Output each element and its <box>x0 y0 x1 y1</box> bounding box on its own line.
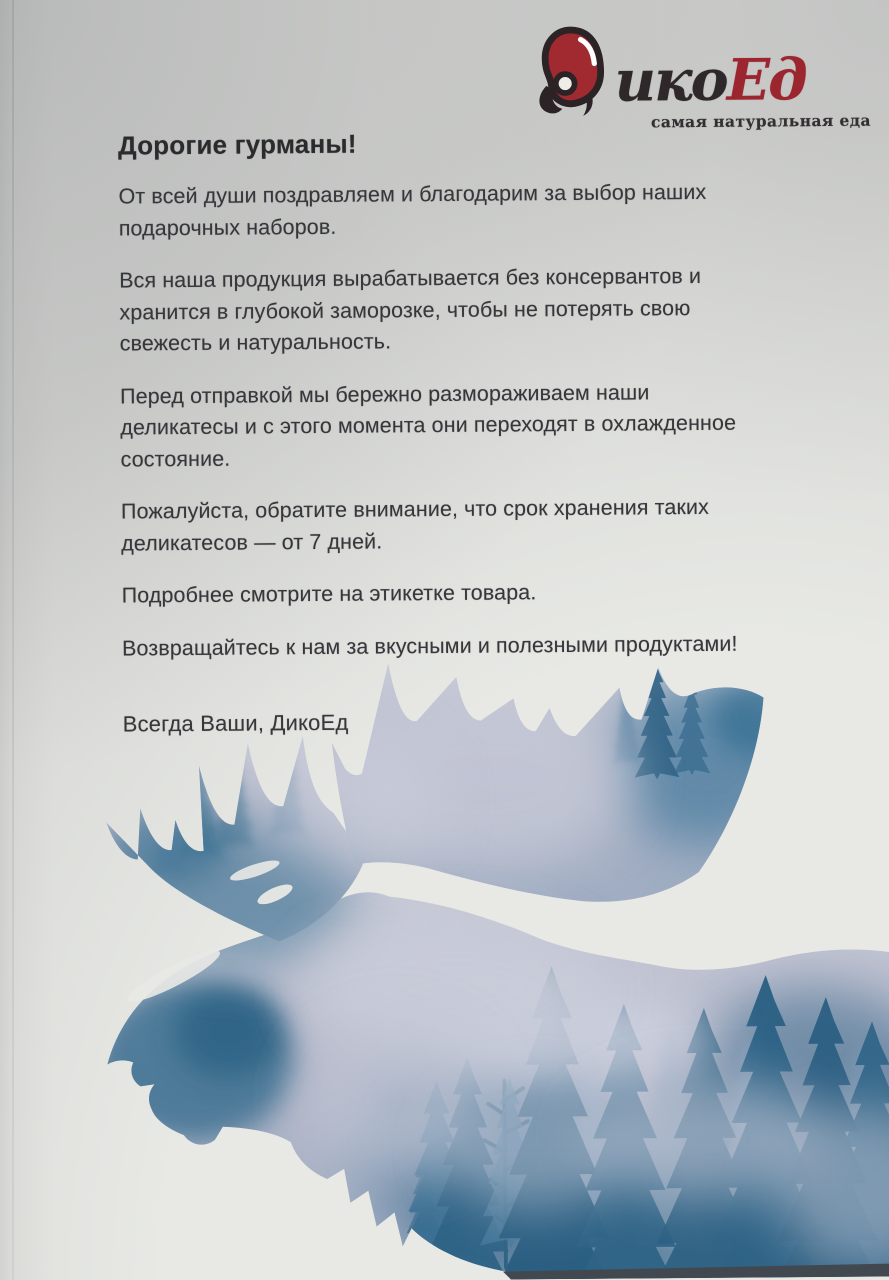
logo-tagline: самая натуральная еда <box>650 110 872 132</box>
paragraph-line: Пожалуйста, обратите внимание, что срок хранения таких <box>120 494 709 524</box>
paragraph-line: свежесть и натуральность. <box>119 329 392 356</box>
brand-accent: Ед <box>726 46 807 114</box>
paragraph <box>119 260 788 360</box>
logo-row <box>532 23 881 118</box>
paper-edge-crease <box>12 0 14 1280</box>
paragraph <box>120 376 789 476</box>
steak-letter-d-icon <box>532 25 619 118</box>
letter-body <box>118 125 791 737</box>
paragraph-line: хранится в глубокой заморозке, чтобы не потерять свою <box>119 295 691 325</box>
paragraph <box>122 575 790 612</box>
paragraph-line: деликатесы и с этого момента они переходят в охлажденное <box>120 410 737 440</box>
paragraph-line: Возвращайтесь к нам за вкусными и полезными продуктами! <box>121 631 738 661</box>
paragraph <box>118 176 786 244</box>
paragraph-line: Вся наша продукция вырабатывается без консервантов и <box>119 263 702 293</box>
paragraph-line: деликатесов — от 7 дней. <box>121 528 383 556</box>
paragraph-line: Перед отправкой мы бережно размораживаем наши <box>119 379 650 409</box>
dikoed-logo <box>532 23 881 133</box>
letter-heading: Дорогие гурманы! <box>117 128 357 161</box>
paragraph <box>122 628 790 665</box>
paragraph-line: От всей души поздравляем и благодарим за выбор наших <box>118 179 707 209</box>
paragraph-line: Подробнее смотрите на этикетке товара. <box>121 580 537 608</box>
brand-word: ико <box>614 46 727 115</box>
antler-fog <box>262 730 443 871</box>
paragraph-line: состояние. <box>120 446 231 472</box>
signature: Всегда Ваши, ДикоЕд <box>122 709 349 737</box>
brand-wordmark <box>614 46 807 117</box>
paragraph <box>121 491 789 559</box>
paragraph-line: подарочных наборов. <box>118 214 337 241</box>
